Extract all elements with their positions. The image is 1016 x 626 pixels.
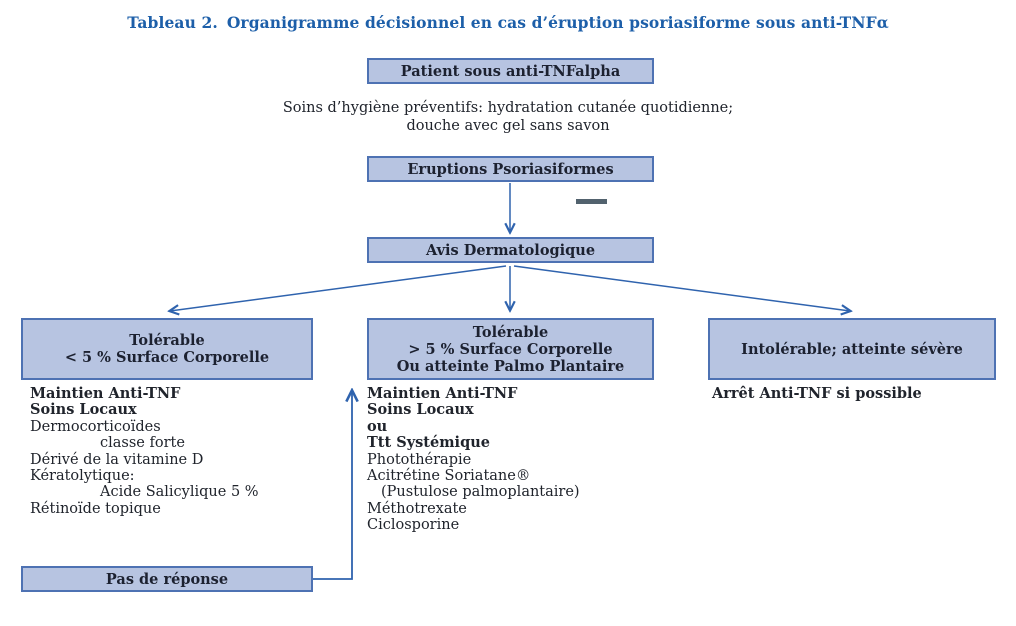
center-treatment-list <box>367 386 580 534</box>
node-tolerable-over-5pct <box>367 318 654 380</box>
arrow-avis-to-right-branch <box>514 266 850 311</box>
treatment-line: Soins Locaux <box>367 401 474 419</box>
figure-title-prefix: Tableau 2. <box>127 13 218 32</box>
treatment-line: Soins Locaux <box>30 401 137 419</box>
right-treatment-note: Arrêt Anti-TNF si possible <box>712 385 922 402</box>
node-intolerable-severe <box>708 318 996 380</box>
left-treatment-list <box>30 386 259 517</box>
node-patient-label: Patient sous anti-TNFalpha <box>400 62 621 80</box>
treatment-line: classe forte <box>100 435 185 452</box>
preventive-care-line1: Soins d’hygiène préventifs: hydratation cutanée quotidienne; <box>282 100 734 116</box>
arrow-avis-to-left-branch <box>170 266 506 311</box>
node-left-line2: < 5 % Surface Corporelle <box>64 349 270 366</box>
node-psoriasiform-eruptions <box>367 156 654 182</box>
node-patient-anti-tnf <box>367 58 654 84</box>
treatment-line: Dermocorticoïdes <box>30 418 161 435</box>
treatment-line: Rétinoïde topique <box>30 500 161 517</box>
figure-title-main: Organigramme décisionnel en cas d’éruption psoriasiforme sous anti-TNFα <box>226 13 889 32</box>
node-eruptions-label: Eruptions Psoriasiformes <box>407 160 614 178</box>
treatment-line: Ciclosporine <box>367 517 460 534</box>
treatment-line: ou <box>367 417 388 435</box>
preventive-care-note <box>0 100 1016 135</box>
treatment-line: Méthotrexate <box>367 500 467 517</box>
treatment-line: (Pustulose palmoplantaire) <box>381 484 580 501</box>
node-avis-label: Avis Dermatologique <box>425 241 596 259</box>
node-center-line1: Tolérable <box>472 323 549 341</box>
treatment-line: Acide Salicylique 5 % <box>100 484 259 501</box>
node-tolerable-under-5pct <box>21 318 313 380</box>
node-right-label: Intolérable; atteinte sévère <box>741 340 963 358</box>
figure-title <box>0 13 1016 32</box>
node-no-response-label: Pas de réponse <box>105 570 229 588</box>
arrow-no-response-to-center <box>313 391 352 579</box>
treatment-line: Acitrétine Soriatane® <box>367 468 531 485</box>
treatment-line: Kératolytique: <box>30 468 135 485</box>
gray-dash-mark <box>576 199 607 204</box>
preventive-care-line2: douche avec gel sans savon <box>406 117 610 134</box>
node-dermatology-advice <box>367 237 654 263</box>
treatment-line: Maintien Anti-TNF <box>367 385 518 402</box>
treatment-line: Ttt Systémique <box>367 434 490 452</box>
node-left-line1: Tolérable <box>129 332 205 349</box>
node-center-line3: Ou atteinte Palmo Plantaire <box>396 357 625 375</box>
node-center-line2: > 5 % Surface Corporelle <box>408 340 613 358</box>
node-no-response <box>21 566 313 592</box>
treatment-line: Dérivé de la vitamine D <box>30 451 204 468</box>
treatment-line: Maintien Anti-TNF <box>30 385 181 402</box>
treatment-line: Photothérapie <box>367 451 472 468</box>
